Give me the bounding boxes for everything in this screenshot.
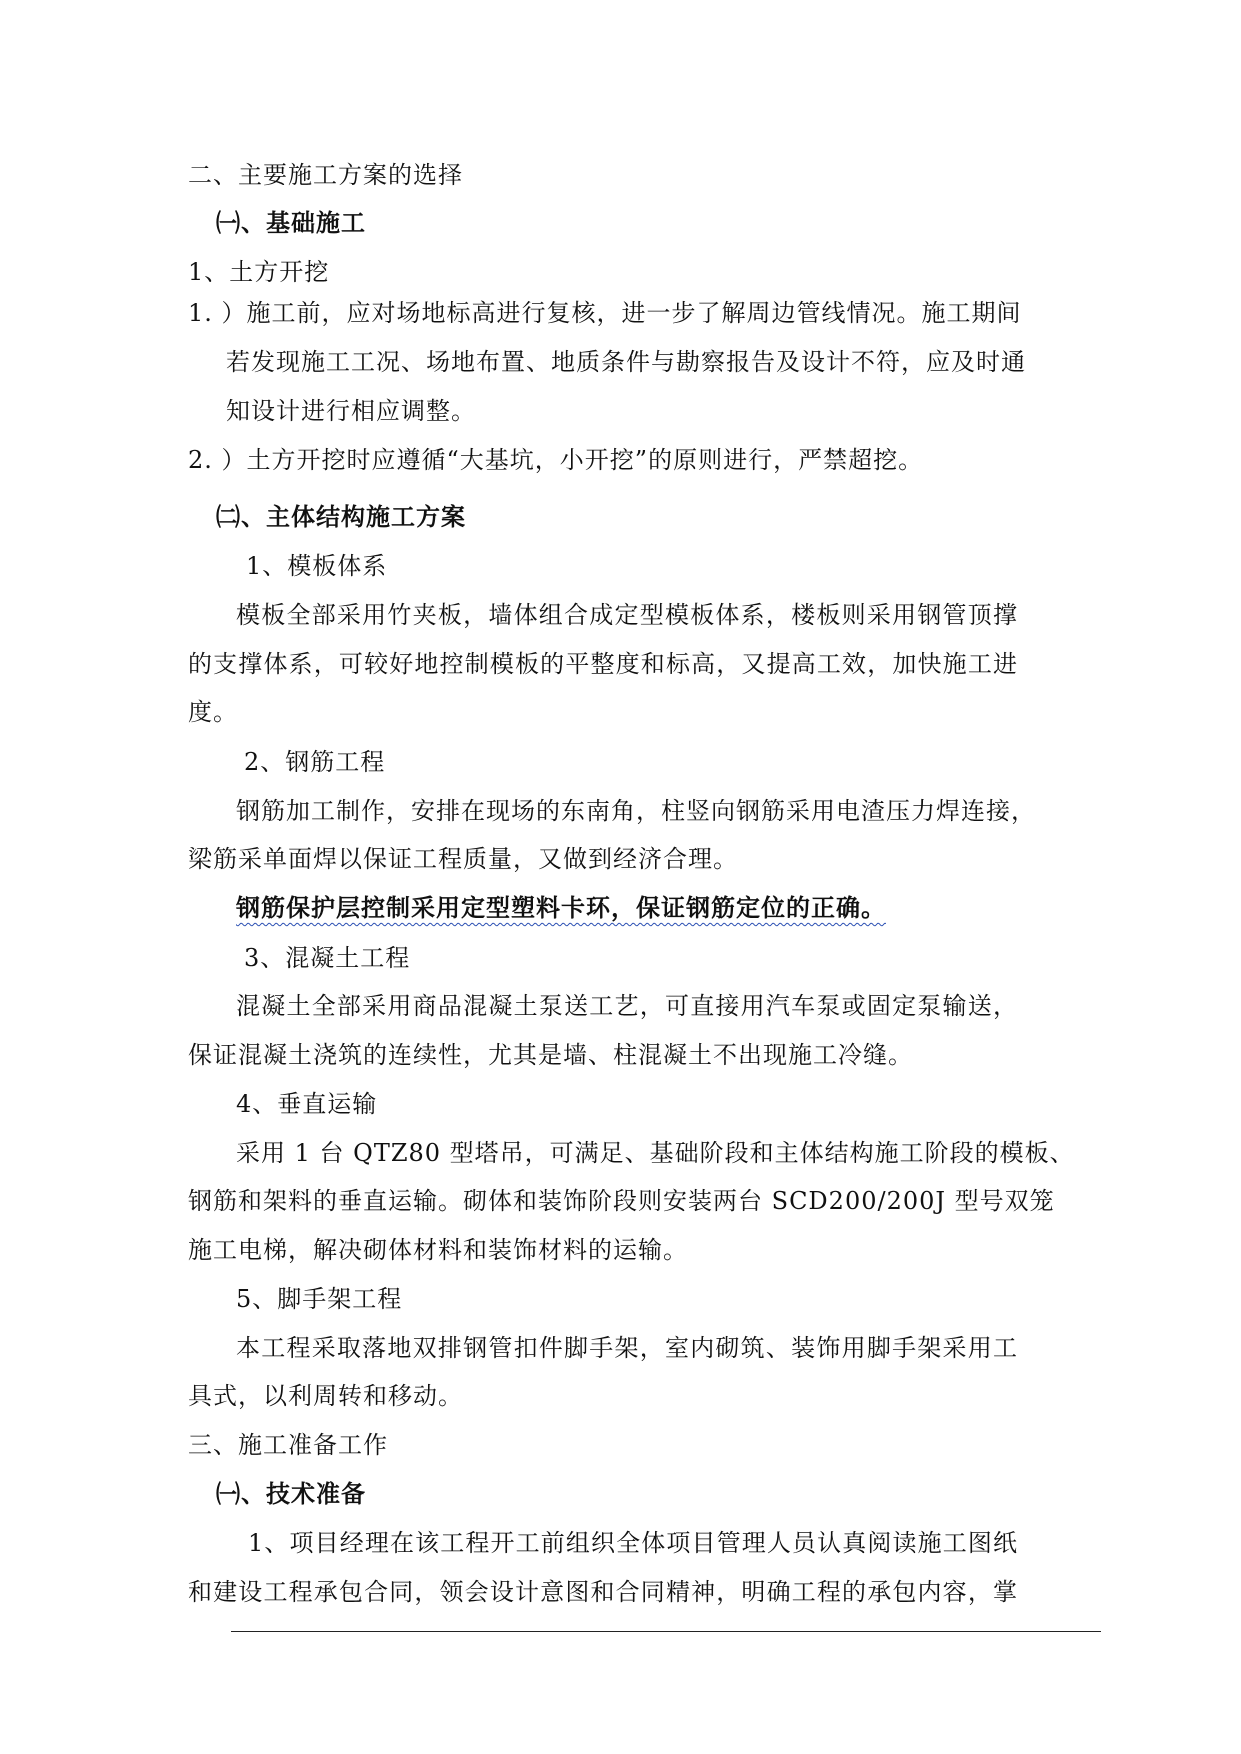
item-heading: 5、脚手架工程 bbox=[236, 1285, 403, 1313]
subsection-heading: ㈡、主体结构施工方案 bbox=[216, 503, 466, 531]
paragraph-line: 1. ）施工前，应对场地标高进行复核，进一步了解周边管线情况。施工期间 bbox=[188, 299, 1022, 327]
paragraph-line: 1、项目经理在该工程开工前组织全体项目管理人员认真阅读施工图纸 bbox=[248, 1529, 1018, 1557]
paragraph-line: 知设计进行相应调整。 bbox=[226, 397, 476, 425]
emphasized-note: 钢筋保护层控制采用定型塑料卡环，保证钢筋定位的正确。 bbox=[236, 894, 886, 922]
item-heading: 2、钢筋工程 bbox=[244, 748, 386, 776]
footer-divider bbox=[231, 1631, 1101, 1632]
item-heading: 1、土方开挖 bbox=[188, 258, 330, 286]
paragraph-line: 钢筋加工制作，安排在现场的东南角，柱竖向钢筋采用电渣压力焊连接， bbox=[236, 797, 1036, 825]
item-heading: 4、垂直运输 bbox=[236, 1090, 378, 1118]
paragraph-line: 混凝土全部采用商品混凝土泵送工艺，可直接用汽车泵或固定泵输送， bbox=[236, 992, 1018, 1020]
paragraph-line: 若发现施工工况、场地布置、地质条件与勘察报告及设计不符，应及时通 bbox=[226, 348, 1026, 376]
paragraph-line: 的支撑体系，可较好地控制模板的平整度和标高，又提高工效，加快施工进 bbox=[188, 650, 1018, 678]
paragraph-line: 采用 1 台 QTZ80 型塔吊，可满足、基础阶段和主体结构施工阶段的模板、 bbox=[236, 1139, 1075, 1167]
item-heading: 3、混凝土工程 bbox=[244, 944, 411, 972]
subsection-heading: ㈠、基础施工 bbox=[216, 209, 366, 237]
section-heading: 三、施工准备工作 bbox=[188, 1431, 388, 1459]
section-heading: 二、主要施工方案的选择 bbox=[188, 161, 463, 189]
paragraph-line: 梁筋采单面焊以保证工程质量，又做到经济合理。 bbox=[188, 845, 738, 873]
paragraph-line: 2. ）土方开挖时应遵循“大基坑，小开挖”的原则进行，严禁超挖。 bbox=[188, 446, 924, 474]
subsection-heading: ㈠、技术准备 bbox=[216, 1480, 366, 1508]
paragraph-line: 施工电梯，解决砌体材料和装饰材料的运输。 bbox=[188, 1236, 688, 1264]
paragraph-line: 具式，以利周转和移动。 bbox=[188, 1382, 463, 1410]
paragraph-line: 钢筋和架料的垂直运输。砌体和装饰阶段则安装两台 SCD200/200J 型号双笼 bbox=[188, 1187, 1055, 1215]
item-heading: 1、模板体系 bbox=[246, 552, 388, 580]
paragraph-line: 度。 bbox=[188, 698, 238, 726]
paragraph-line: 本工程采取落地双排钢管扣件脚手架，室内砌筑、装饰用脚手架采用工 bbox=[236, 1334, 1018, 1362]
paragraph-line: 和建设工程承包合同，领会设计意图和合同精神，明确工程的承包内容，掌 bbox=[188, 1578, 1018, 1606]
paragraph-line: 保证混凝土浇筑的连续性，尤其是墙、柱混凝土不出现施工冷缝。 bbox=[188, 1041, 913, 1069]
paragraph-line: 模板全部采用竹夹板，墙体组合成定型模板体系，楼板则采用钢管顶撑 bbox=[236, 601, 1018, 629]
